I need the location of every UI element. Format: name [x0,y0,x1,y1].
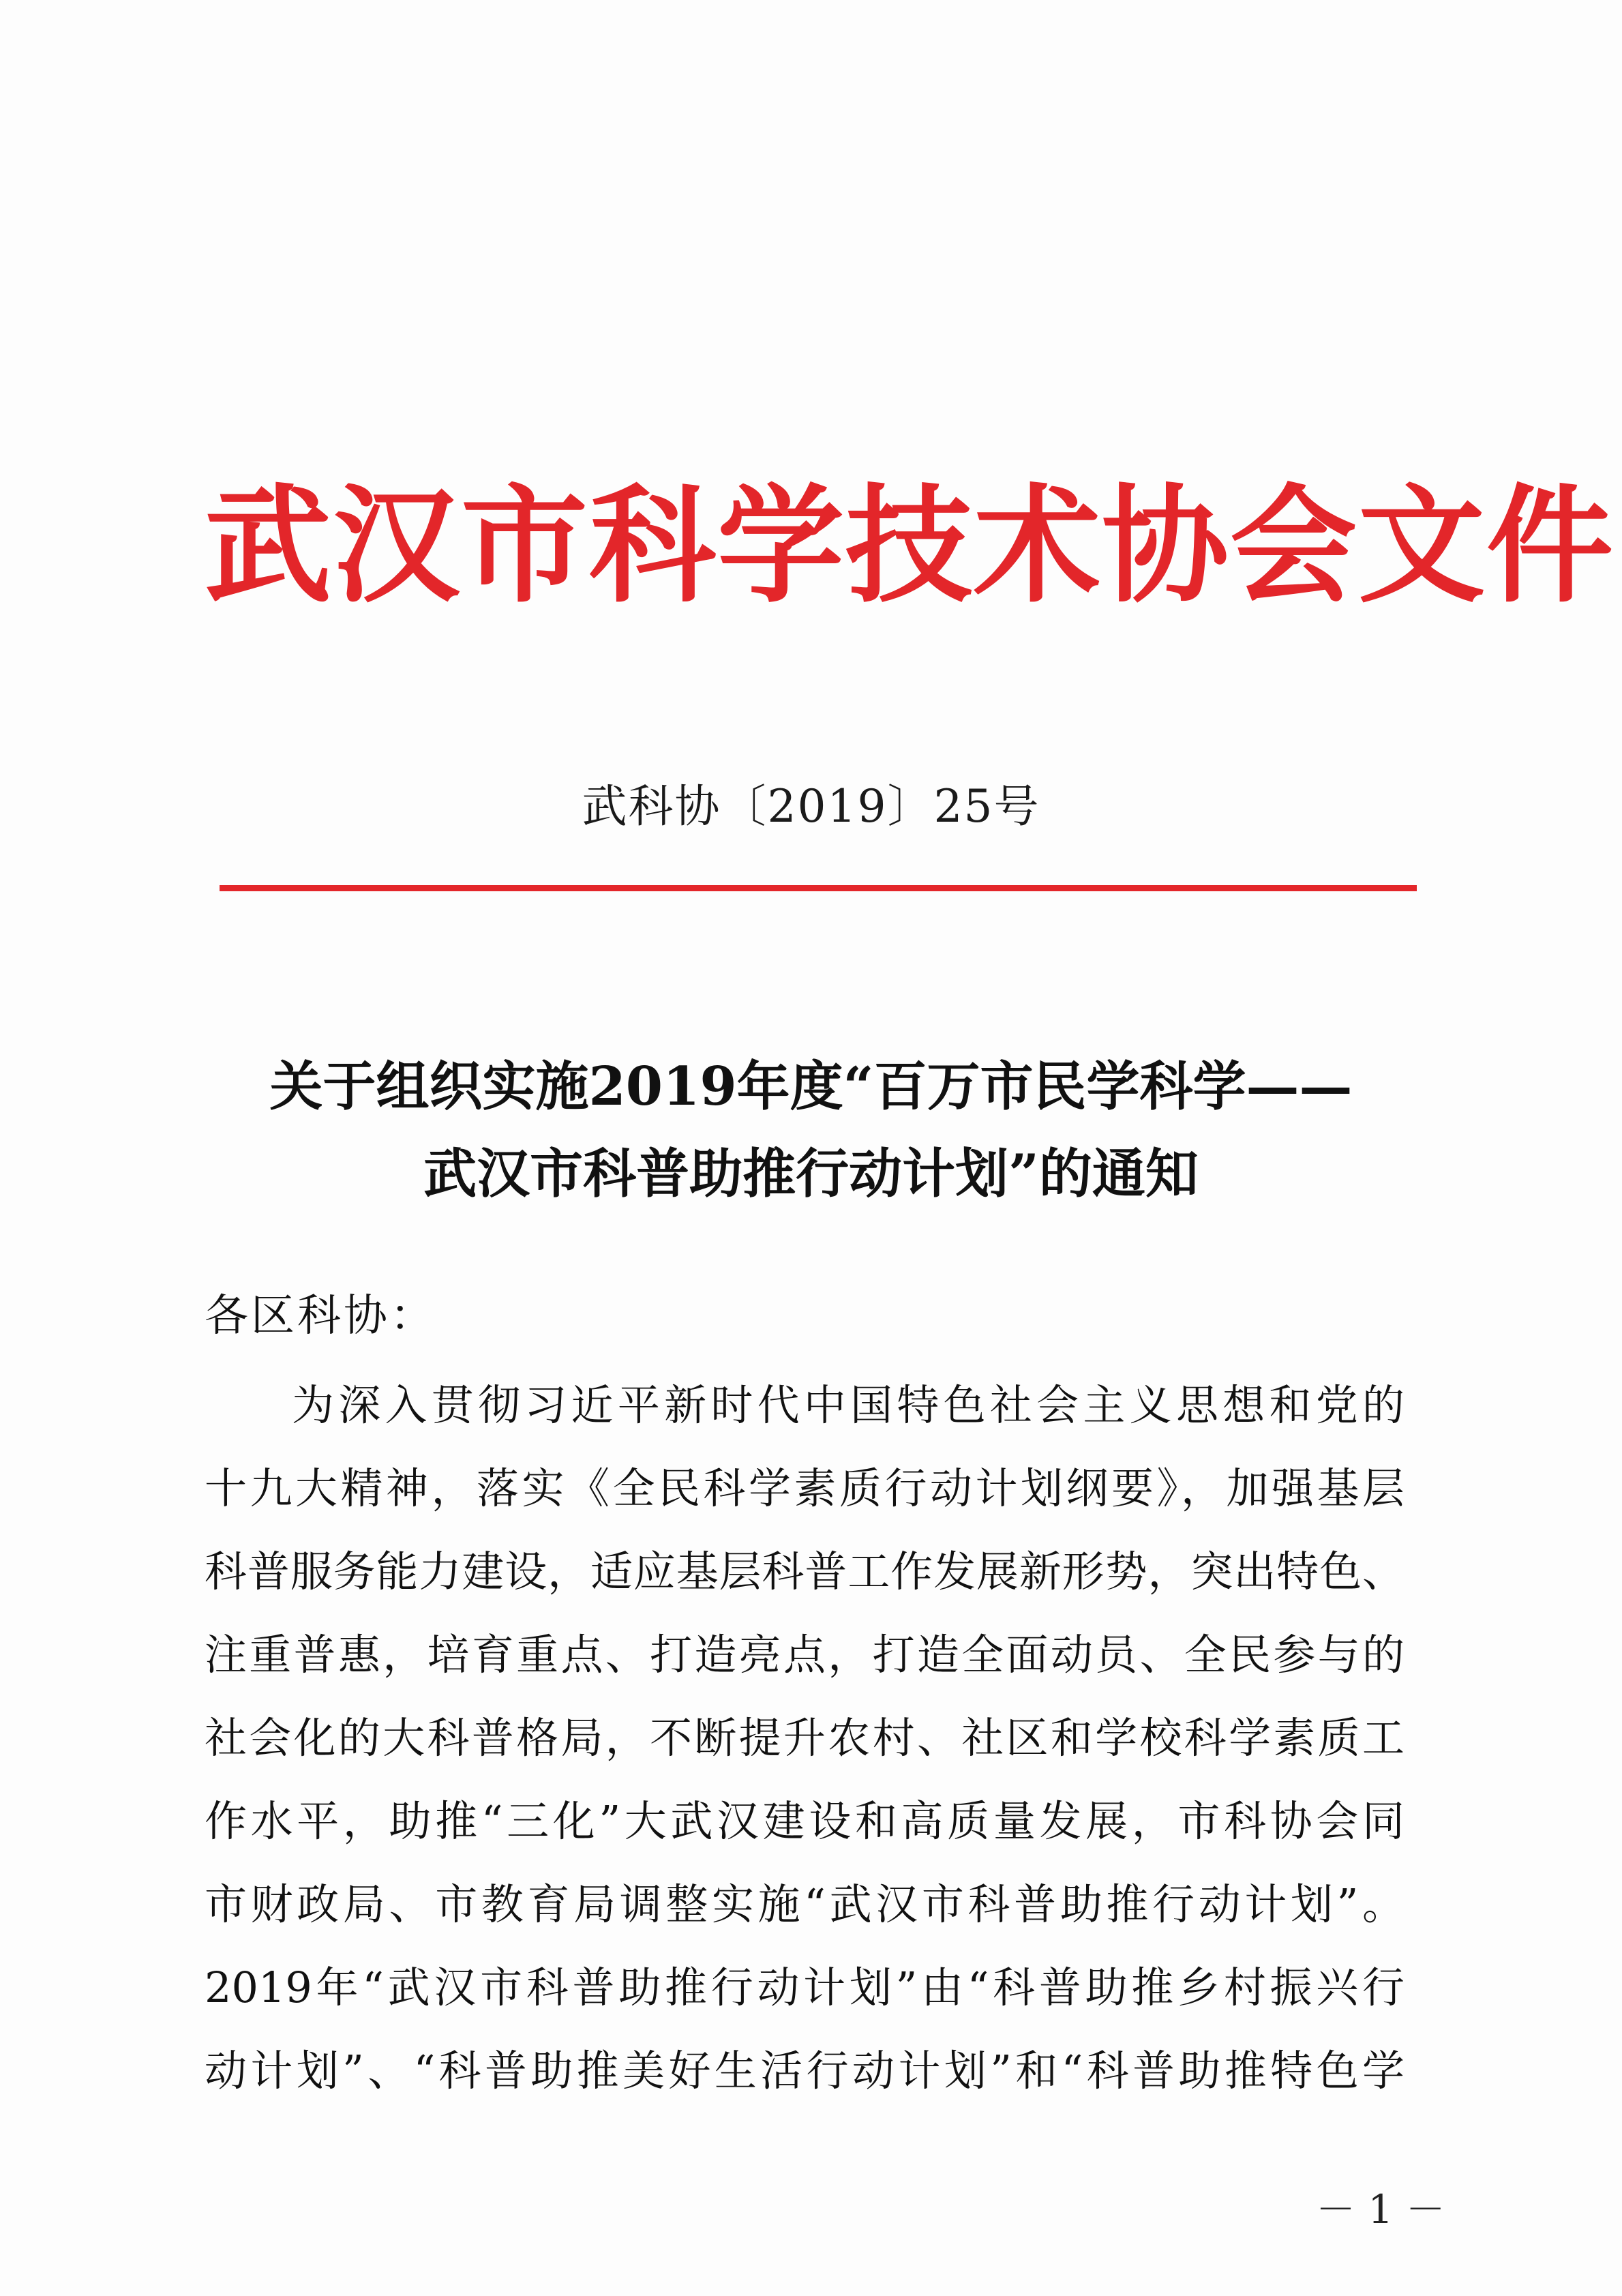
body-line: 科普服务能力建设，适应基层科普工作发展新形势，突出特色、 [205,1547,1405,1596]
document-number: 武科协〔2019〕25号 [582,780,1040,833]
red-separator-line [220,885,1417,891]
body-line: 注重普惠，培育重点、打造亮点，打造全面动员、全民参与的 [205,1630,1405,1680]
notice-title-line-1: 关于组织实施2019年度“百万市民学科学—— [269,1056,1353,1118]
notice-title-line-2: 武汉市科普助推行动计划”的通知 [423,1143,1199,1205]
body-line: 动计划”、“科普助推美好生活行动计划”和“科普助推特色学 [205,2046,1405,2096]
salutation: 各区科协： [205,1291,436,1341]
body-line: 作水平，助推“三化”大武汉建设和高质量发展，市科协会同 [205,1796,1405,1846]
body-line: 为深入贯彻习近平新时代中国特色社会主义思想和党的 [292,1380,1405,1430]
body-line: 2019年“武汉市科普助推行动计划”由“科普助推乡村振兴行 [205,1963,1405,2012]
body-paragraph [205,1364,1405,2113]
body-line: 市财政局、市教育局调整实施“武汉市科普助推行动计划”。 [205,1879,1405,1929]
body-line: 社会化的大科普格局，不断提升农村、社区和学校科学素质工 [205,1713,1405,1763]
body-line: 十九大精神，落实《全民科学素质行动计划纲要》，加强基层 [205,1463,1405,1513]
notice-title [191,1043,1431,1218]
document-header-title: 武汉市科学技术协会文件 [205,471,1615,620]
page-number: － 1 － [1316,2186,1445,2233]
